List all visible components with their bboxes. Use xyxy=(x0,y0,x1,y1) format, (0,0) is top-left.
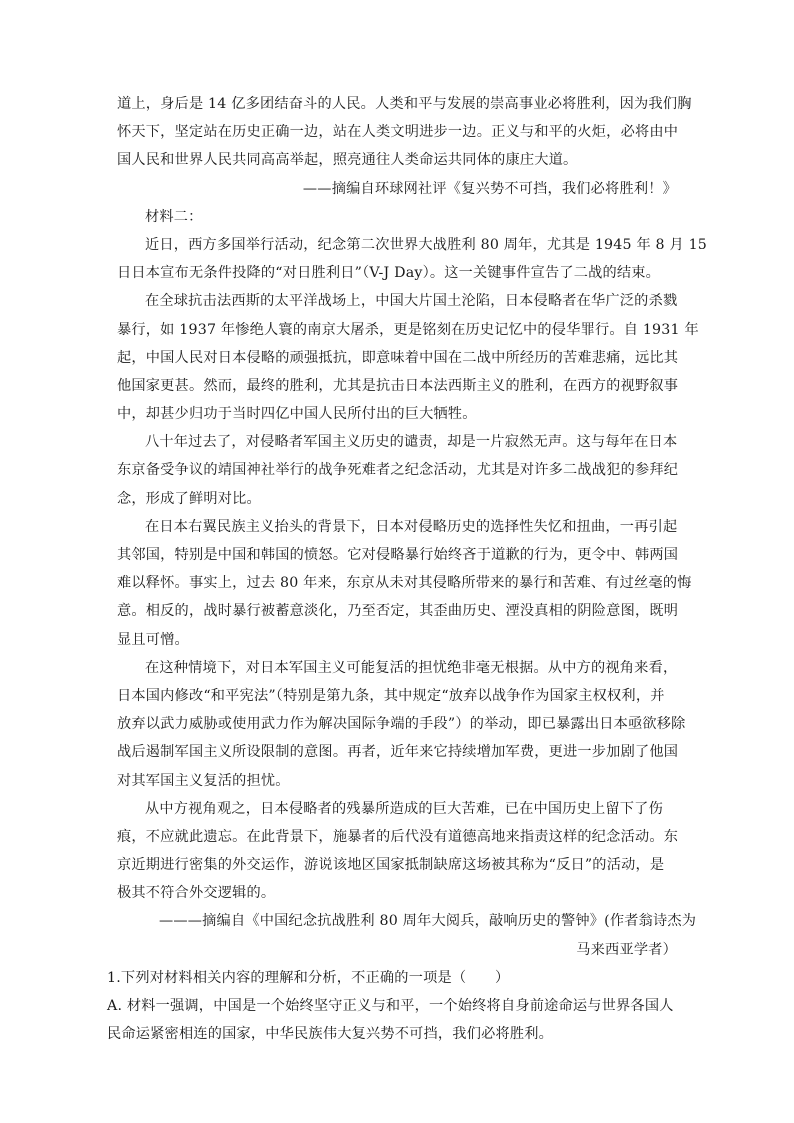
body-line: 念，形成了鲜明对比。 xyxy=(117,490,261,507)
question-stem: 1.下列对材料相关内容的理解和分析，不正确的一项是（ ） xyxy=(107,969,510,986)
body-line: 暴行，如 1937 年惨绝人寰的南京大屠杀，更是铭刻在历史记忆中的侵华罪行。自 1931 年 xyxy=(117,321,699,338)
body-line: 近日，西方多国举行活动，纪念第二次世界大战胜利 80 周年，尤其是 1945 年 8 月 15 xyxy=(145,236,708,253)
body-line: 八十年过去了，对侵略者军国主义历史的谴责，却是一片寂然无声。这与每年在日本 xyxy=(145,434,678,451)
body-line: 起，中国人民对日本侵略的顽强抵抗，即意味着中国在二战中所经历的苦难悲痛，远比其 xyxy=(117,349,679,366)
body-line: 在日本右翼民族主义抬头的背景下，日本对侵略历史的选择性失忆和扭曲，一再引起 xyxy=(145,518,678,535)
body-line: 在这种情境下，对日本军国主义可能复活的担忧绝非毫无根据。从中方的视角来看， xyxy=(145,659,678,676)
source-citation: ———摘编自《中国纪念抗战胜利 80 周年大阅兵，敲响历史的警钟》(作者翁诗杰为 xyxy=(159,913,697,930)
body-line: 他国家更甚。然而，最终的胜利，尤其是抗击日本法西斯主义的胜利，在西方的视野叙事 xyxy=(117,377,679,394)
body-line: 战后遏制军国主义所设限制的意图。再者，近年来它持续增加军费，更进一步加剧了他国 xyxy=(117,744,679,761)
body-line: 意。相反的，战时暴行被蓄意淡化，乃至否定，其歪曲历史、湮没真相的阴险意图，既明 xyxy=(117,603,679,620)
body-line: 日日本宣布无条件投降的“对日胜利日”（V-J Day）。这一关键事件宣告了二战的结束。 xyxy=(117,265,661,282)
body-line: 国人民和世界人民共同高高举起，照亮通往人类命运共同体的康庄大道。 xyxy=(117,152,578,169)
answer-option-a-continued: 民命运紧密相连的国家，中华民族伟大复兴势不可挡，我们必将胜利。 xyxy=(107,1026,554,1043)
body-line: 难以释怀。事实上，过去 80 年来，东京从未对其侵略所带来的暴行和苦难、有过丝毫的悔 xyxy=(117,575,692,592)
source-citation: ——摘编自环球网社评《复兴势不可挡，我们必将胜利！》 xyxy=(302,180,677,197)
body-line: 东京备受争议的靖国神社举行的战争死难者之纪念活动，尤其是对许多二战战犯的参拜纪 xyxy=(117,462,679,479)
body-line: 京近期进行密集的外交运作，游说该地区国家抵制缺席这场被其称为“反日”的活动，是 xyxy=(117,857,665,874)
document-page xyxy=(107,90,708,1048)
body-line: 道上，身后是 14 亿多团结奋斗的人民。人类和平与发展的崇高事业必将胜利，因为我们胸 xyxy=(117,96,692,112)
body-line: 中，却甚少归功于当时四亿中国人民所付出的巨大牺牲。 xyxy=(117,406,477,423)
body-line: 对其军国主义复活的担忧。 xyxy=(117,772,290,789)
body-line: 显且可憎。 xyxy=(117,631,189,648)
source-citation-author: 马来西亚学者） xyxy=(576,941,677,958)
body-line: 极其不符合外交逻辑的。 xyxy=(117,885,276,902)
body-line: 在全球抗击法西斯的太平洋战场上，中国大片国土沦陷，日本侵略者在华广泛的杀戮 xyxy=(145,293,678,310)
body-line: 其邻国，特别是中国和韩国的愤怒。它对侵略暴行始终吝于道歉的行为，更令中、韩两国 xyxy=(117,547,679,563)
body-line: 怀天下，坚定站在历史正确一边，站在人类文明进步一边。正义与和平的火炬，必将由中 xyxy=(117,124,679,141)
body-line: 日本国内修改“和平宪法”（特别是第九条，其中规定“放弃以战争作为国家主权权利，并 xyxy=(117,687,665,704)
body-line: 从中方视角观之，日本侵略者的残暴所造成的巨大苦难，已在中国历史上留下了伤 xyxy=(145,800,663,817)
body-line: 放弃以武力威胁或使用武力作为解决国际争端的手段”）的举动，即已暴露出日本亟欲移除 xyxy=(117,716,686,733)
answer-option-a: A. 材料一强调，中国是一个始终坚守正义与和平，一个始终将自身前途命运与世界各国人 xyxy=(107,998,674,1014)
section-heading: 材料二： xyxy=(145,208,203,225)
body-line: 痕，不应就此遗忘。在此背景下，施暴者的后代没有道德高地来指责这样的纪念活动。东 xyxy=(117,828,679,845)
